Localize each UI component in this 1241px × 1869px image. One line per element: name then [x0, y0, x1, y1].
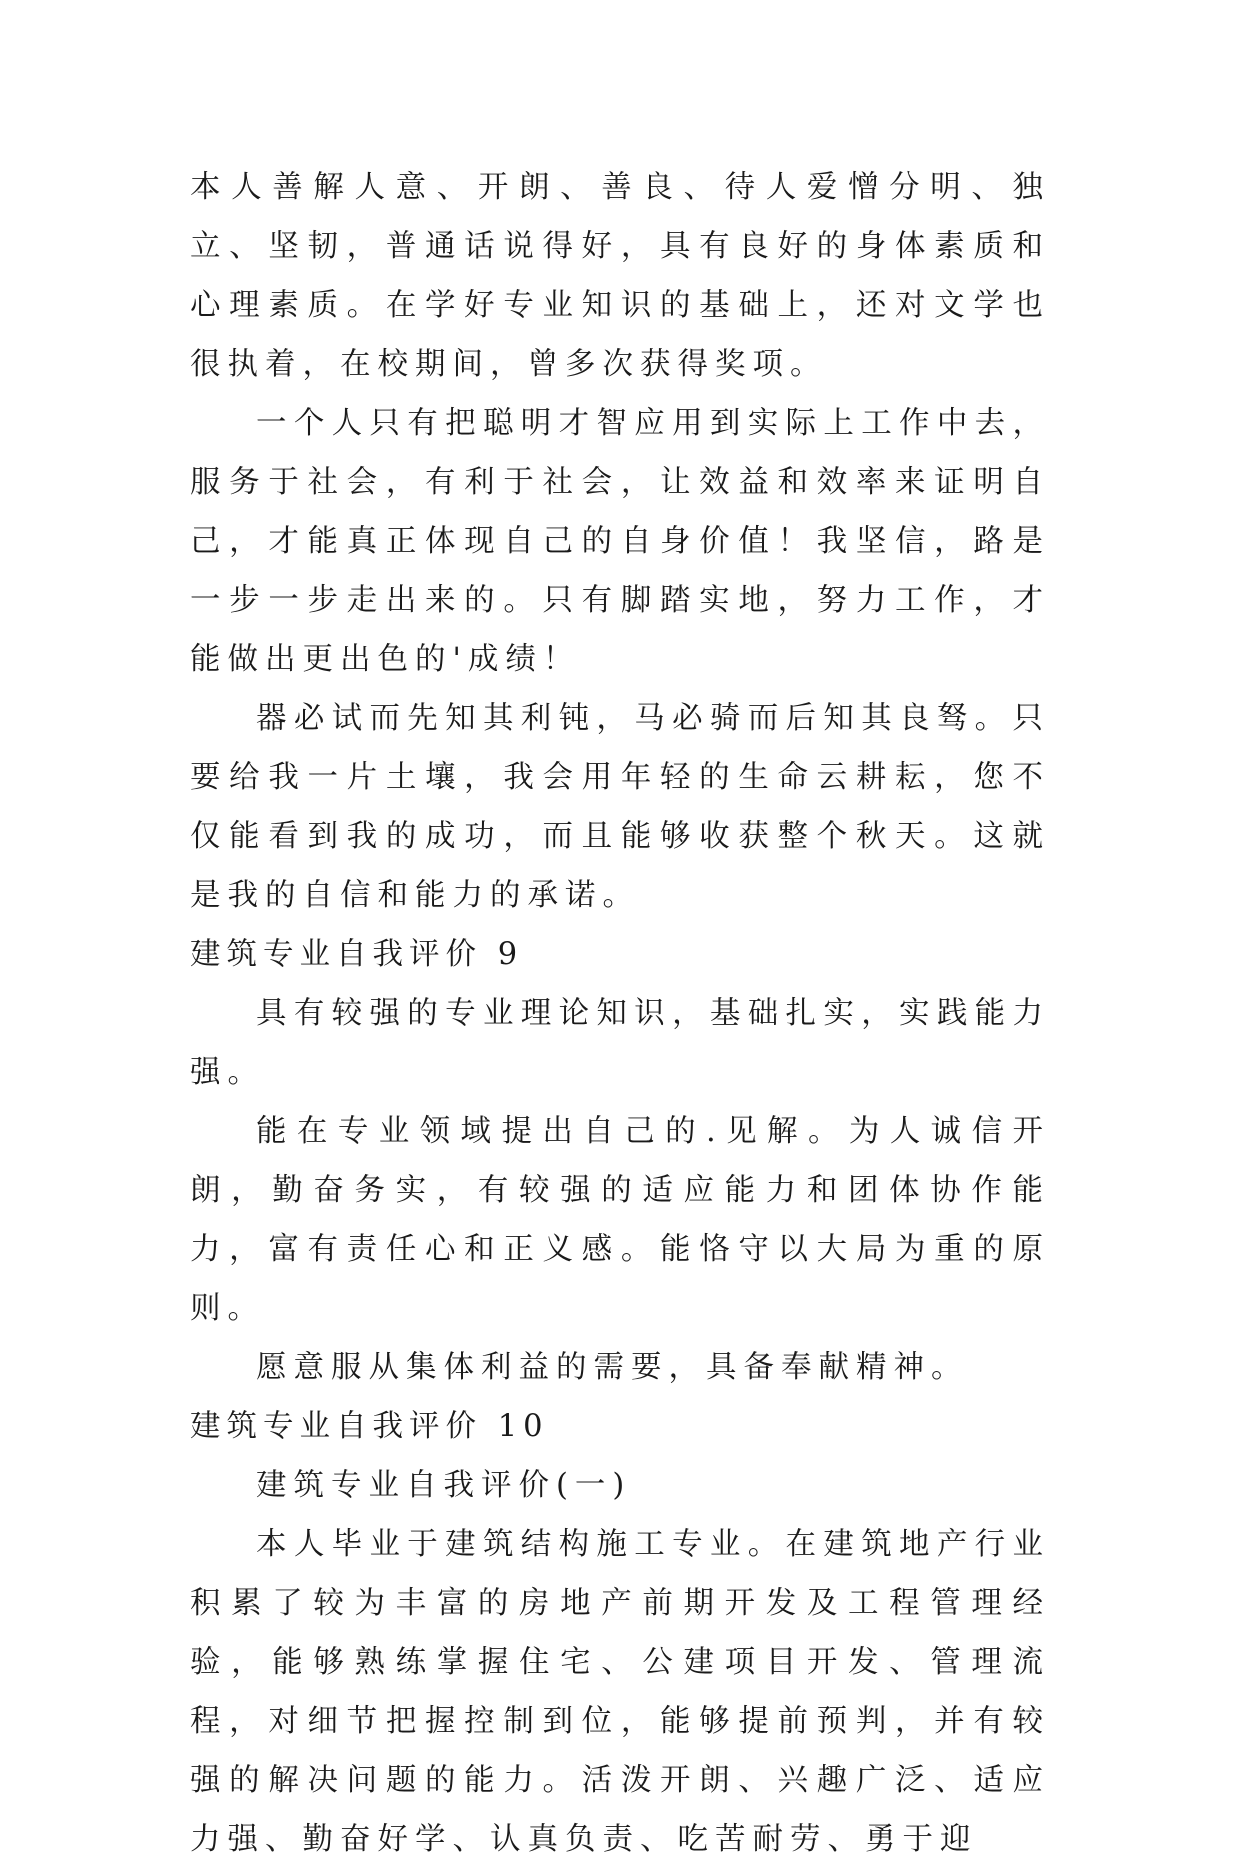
paragraph-promise: 器必试而先知其利钝，马必骑而后知其良驽。只要给我一片土壤，我会用年轻的生命云耕耘，您不仅能看到我的成功，而且能够收获整个秋天。这就是我的自信和能力的承诺。	[190, 701, 1050, 913]
paragraph-self-traits: 本人善解人意、开朗、善良、待人爱憎分明、独立、坚韧，普通话说得好，具有良好的身体素质和心理素质。在学好专业知识的基础上，还对文学也很执着，在校期间，曾多次获得奖项。	[190, 170, 1050, 382]
document-body	[190, 158, 1050, 1869]
subsection-heading-1: 建筑专业自我评价(一)	[256, 1468, 632, 1503]
section-heading-9: 建筑专业自我评价 9	[190, 937, 524, 972]
paragraph-apply-talent: 一个人只有把聪明才智应用到实际上工作中去，服务于社会，有利于社会，让效益和效率来证明自己，才能真正体现自己的自身价值！我坚信，路是一步一步走出来的。只有脚踏实地，努力工作，才能做出更出色的'成绩！	[190, 406, 1050, 677]
paragraph-insights: 能在专业领域提出自己的.见解。为人诚信开朗，勤奋务实，有较强的适应能力和团体协作能力，富有责任心和正义感。能恪守以大局为重的原则。	[190, 1114, 1050, 1326]
paragraph-dedication: 愿意服从集体利益的需要，具备奉献精神。	[256, 1350, 969, 1385]
paragraph-graduation: 本人毕业于建筑结构施工专业。在建筑地产行业积累了较为丰富的房地产前期开发及工程管理经验，能够熟练掌握住宅、公建项目开发、管理流程，对细节把握控制到位，能够提前预判，并有较强的解决问题的能力。活泼开朗、兴趣广泛、适应力强、勤奋好学、认真负责、吃苦耐劳、勇于迎	[190, 1527, 1050, 1857]
paragraph-professional-knowledge: 具有较强的专业理论知识，基础扎实，实践能力强。	[190, 996, 1050, 1090]
section-heading-10: 建筑专业自我评价 10	[190, 1409, 549, 1444]
